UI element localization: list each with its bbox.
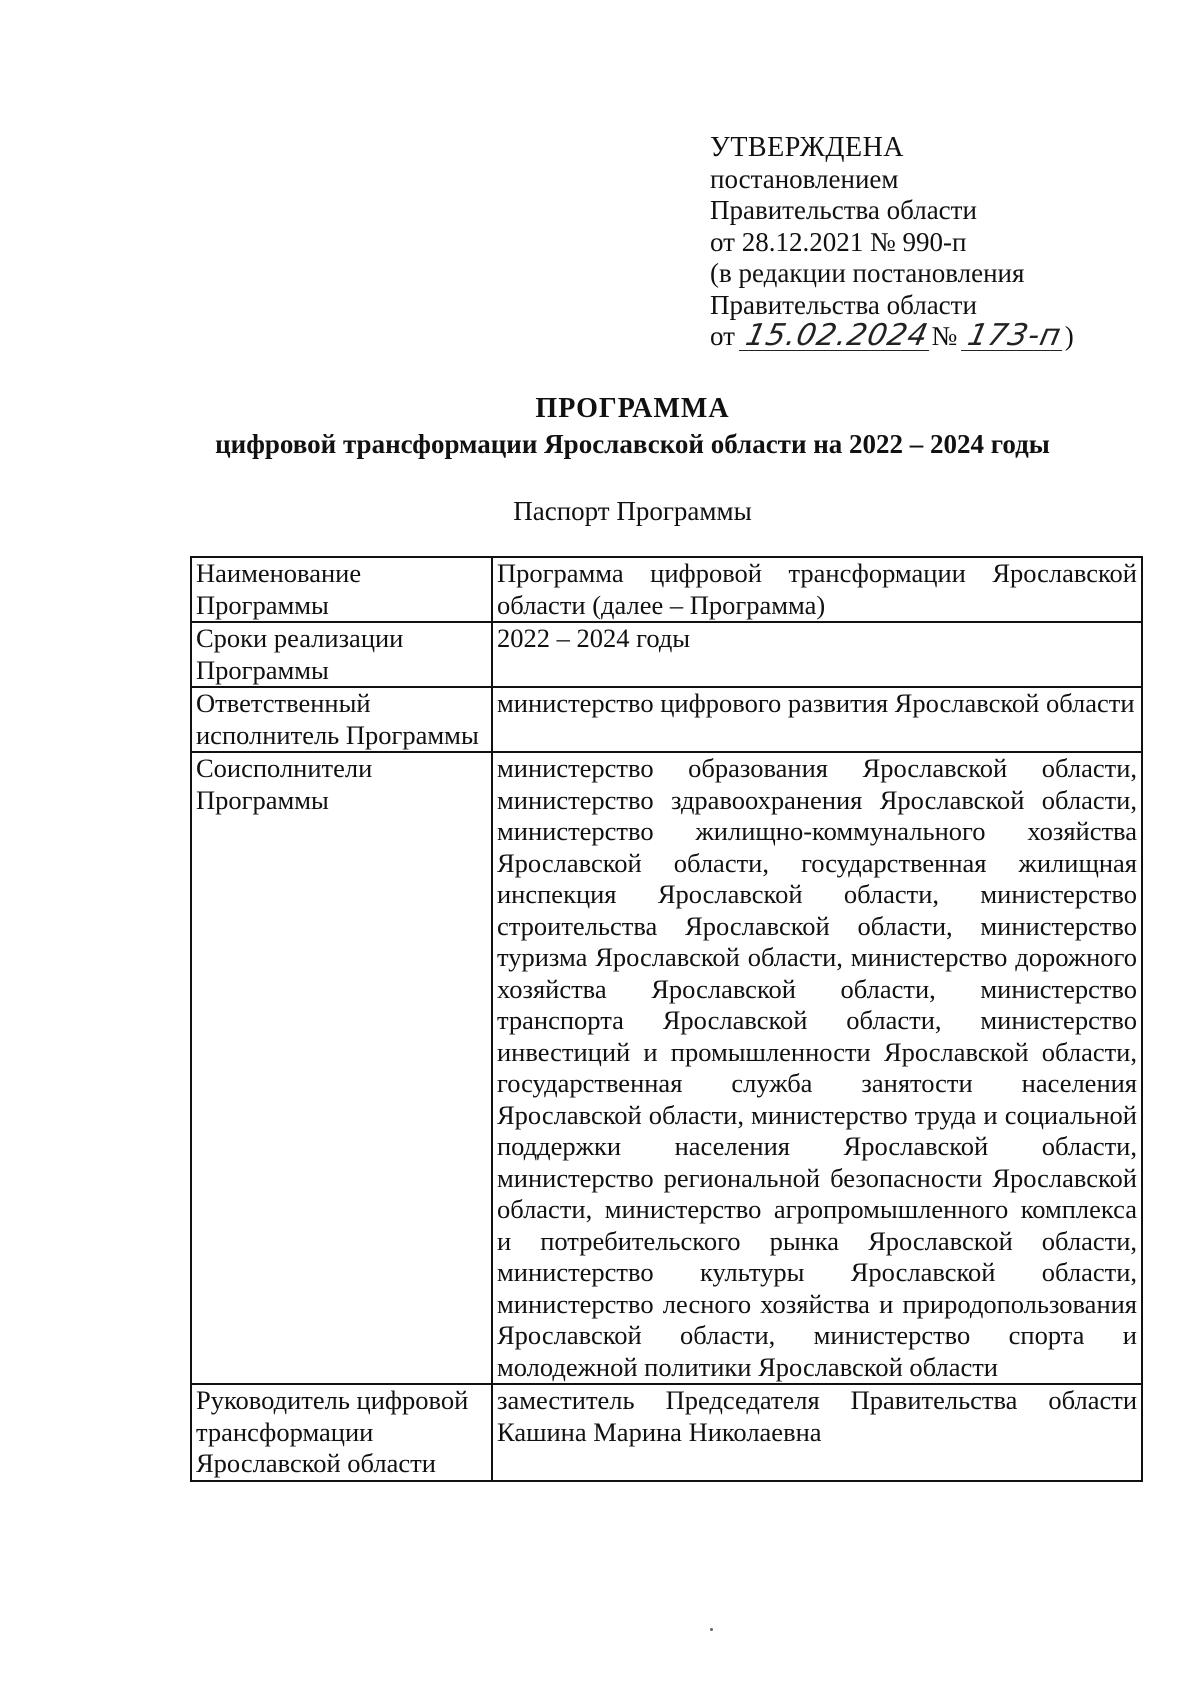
row-value: заместитель Председателя Правительства области Кашина Марина Николаевна — [492, 1384, 1142, 1481]
document-subtitle: цифровой трансформации Ярославской области на 2022 – 2024 годы — [215, 429, 1050, 459]
table-row — [191, 1384, 1142, 1481]
approval-line-4: (в редакции постановления — [710, 258, 1025, 288]
row-label: Сроки реализации Программы — [191, 622, 492, 687]
approval-line-5: Правительства области — [710, 289, 977, 320]
document-title-block — [0, 392, 1200, 462]
document-title: ПРОГРАММА — [535, 393, 730, 424]
handwritten-date: 15.02.2024 — [739, 322, 935, 351]
row-label: Ответственный исполнитель Программы — [191, 687, 492, 752]
row-value: министерство цифрового развития Ярославской области — [492, 687, 1142, 752]
passport-title: Паспорт Программы — [513, 496, 752, 526]
table-row — [191, 622, 1142, 687]
row-label: Наименование Программы — [191, 557, 492, 622]
passport-table — [190, 556, 1143, 1482]
approval-line-2: Правительства области — [710, 195, 977, 225]
table-row — [191, 687, 1142, 752]
approval-closing-paren: ) — [1064, 321, 1074, 351]
row-value: 2022 – 2024 годы — [492, 622, 1142, 687]
table-row — [191, 752, 1142, 1384]
approval-date-line — [710, 318, 1110, 353]
approval-line-1: постановлением — [710, 163, 899, 194]
scan-speck — [710, 1628, 713, 1631]
approval-line-3: от 28.12.2021 № 990-п — [710, 226, 967, 257]
approval-number-prefix: № — [931, 321, 958, 351]
approval-date-prefix: от — [710, 321, 735, 351]
row-value: министерство образования Ярославской области, министерство здравоохранения Ярославской области, министерство жилищно-коммунального хозяйства Ярославской области, государственная жилищная инспекция Ярославской области, министерство строительства Ярославской области, министерство туризма Ярославской области, министерство дорожного хозяйства Ярославской области, министерство транспорта Ярославской области, министерство инвестиций и промышленности Ярославской области, государственная служба занятости населения Ярославской области, министерство труда и социальной поддержки населения Ярославской области, министерство региональной безопасности Ярославской области, министерство агропромышленного комплекса и потребительского рынка Ярославской области, министерство культуры Ярославской области, министерство лесного хозяйства и природопользования Ярославской области, министерство спорта и молодежной политики Ярославской области — [492, 752, 1142, 1384]
row-label: Руководитель цифровой трансформации Ярославской области — [191, 1384, 492, 1481]
row-value: Программа цифровой трансформации Ярославской области (далее – Программа) — [492, 557, 1142, 622]
row-label: Соисполнители Программы — [191, 752, 492, 1384]
table-row — [191, 557, 1142, 622]
approval-headline: УТВЕРЖДЕНА — [710, 132, 905, 163]
approval-stamp-block — [710, 132, 1110, 353]
handwritten-number: 173-п — [961, 322, 1068, 351]
